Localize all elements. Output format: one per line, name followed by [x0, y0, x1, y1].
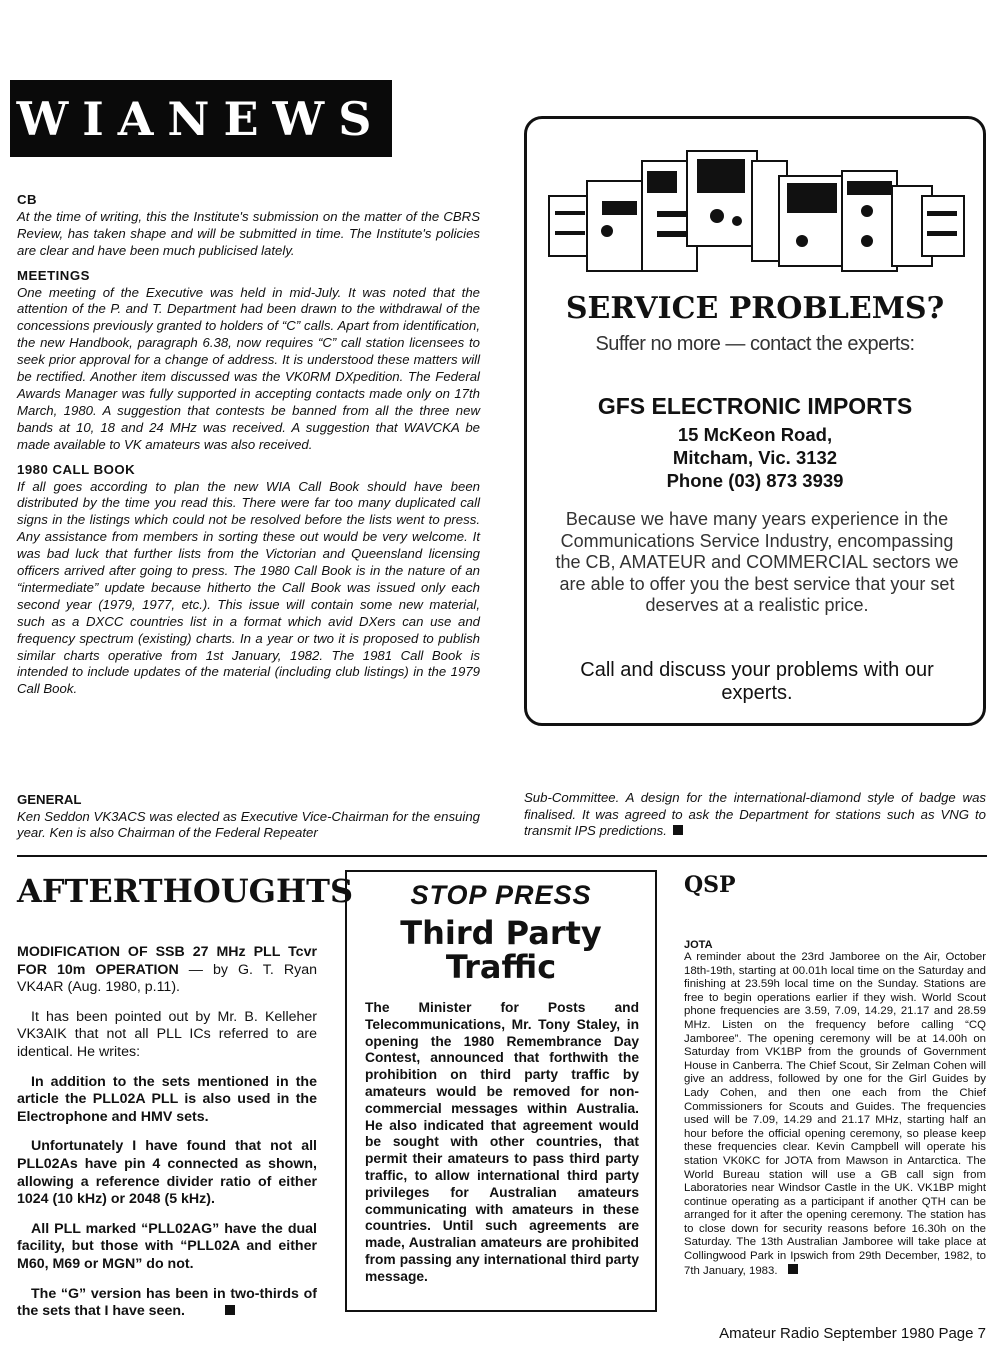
ad-subtitle: Suffer no more — contact the experts: — [595, 333, 915, 355]
general-heading: GENERAL — [17, 792, 82, 807]
general-continued-text: Sub-Committee. A design for the international-diamond style of badge was finalised. It was agreed to ask the Department for stations such as VNG to transmit IPS predictions. — [524, 790, 986, 838]
afterthoughts-body — [17, 944, 317, 1333]
cb-text: At the time of writing, this the Institute's submission on the matter of the CBRS Review, has taken shape and will be submitted in time. The Institute's policies are clear and have been much publicised lately. — [17, 208, 480, 258]
stop-press-text: The Minister for Posts and Telecommunications, Mr. Tony Staley, in opening the 1980 Remembrance Day Contest, announced that forthwith the prohibition on third party traffic by amateurs would be removed for non-commercial messages within Australia. He also indicated that agreement would be sought with other countries, that permit their amateurs to pass third party traffic, to allow international third party privileges for Australian amateurs communicating with amateurs in these countries. Until such agreements are made, Australian amateurs are prohibited from passing any international third party message. — [365, 1000, 639, 1284]
wianews-title: WIANEWS — [16, 91, 386, 146]
stop-press-headline-line2: Traffic — [445, 948, 557, 986]
page-footer: Amateur Radio September 1980 Page 7 — [719, 1325, 986, 1342]
jota-text-wrap — [684, 951, 986, 1278]
afterthoughts-para-4: The “G” version has been in two-thirds of the sets that I have seen. — [17, 1285, 317, 1320]
wianews-column — [17, 192, 480, 706]
general-section — [17, 792, 480, 842]
ad-address-line2: Mitcham, Vic. 3132 — [672, 447, 838, 468]
afterthoughts-para-3: All PLL marked “PLL02AG” have the dual facility, but those with “PLL02A and either M60, M69 or MGN” do not. — [17, 1220, 317, 1272]
end-mark-icon — [673, 825, 683, 835]
ad-address-line1: 15 McKeon Road, — [677, 424, 833, 445]
ad-body: Because we have many years experience in the Communications Service Industry, encompassing the CB, AMATEUR and COMMERCIAL sectors we are able to offer you the best service that your set deserves at a realistic price. — [555, 509, 959, 615]
cb-heading: CB — [17, 192, 38, 207]
stop-press-label: STOP PRESS — [410, 880, 592, 910]
end-mark-icon — [225, 1305, 235, 1315]
afterthoughts-intro: It has been pointed out by Mr. B. Kelleher VK3AIK that not all PLL ICs referred to are identical. He writes: — [17, 1008, 317, 1060]
section-divider — [17, 855, 987, 857]
qsp-title: QSP — [684, 872, 736, 898]
general-continued — [524, 790, 986, 840]
afterthoughts-byline: — by G. T. Ryan VK4AR (Aug. 1980, p.11). — [17, 961, 317, 996]
jota-text: A reminder about the 23rd Jamboree on the Air, October 18th-19th, starting at 00.01h local time on the Saturday and finishing at 23.59h local time on the Sunday. Stations are free to begin operations earlier if they wish. World Scout phone frequencies are 3.59, 7.09, 14.29, 21.17 and 28.59 MHz. Listen on the frequency before calling “CQ Jamboree”. The opening ceremony will be at 14.00h on Saturday from VK1BP from the grounds of Government House in Canberra. The Chief Scout, Sir Zelman Cohen will give an address, followed by one for the Girl Guides by Lady Cohen, and then one each from the Chief Commissioners for Scouts and Guides. The frequencies used will be 7.09, 14.29 and 21.17 MHz, starting half an hour before the official opening ceremony, so please keep these frequencies clear. Kevin Campbell will operate his station VK0KC for JOTA from Mawson in Antarctica. The World Bureau station will use a GB call sign from Laboratories near Windsor Castle in the UK. VK1BP might continue operating as a participant if another QTH can be arranged for it after the opening ceremony. The station has to close down for security reasons before 16.30h on the Saturday. The 13th Australian Jamboree will take place at Collingwood Park in Ipswich from 29th December, 1982, to 7th January, 1983. — [684, 951, 986, 1277]
stop-press-headline — [347, 916, 655, 984]
wianews-banner — [10, 80, 392, 157]
afterthoughts-para-1: In addition to the sets mentioned in the article the PLL02A PLL is also used in the Electrophone and HMV sets. — [17, 1073, 317, 1125]
meetings-text: One meeting of the Executive was held in mid-July. It was noted that the attention of the P. and T. Department had been drawn to the withdrawal of the concessions previously granted to holders of “C” calls. Apart from identification, the new Handbook, paragraph 6.38, now requires “C” call station licensees to seek prior approval for a change of address. It is understood these matters will be rectified. Another item discussed was the VK0RM DXpedition. The Federal Awards Manager was fully supported in accepting contacts made only on 17th March, 1980. A suggestion that contests be banned from all the three new bands at 10, 18 and 24 MHz was received. A suggestion that WAVCKA be made available to VK amateurs was also received. — [17, 284, 480, 452]
callbook-text: If all goes according to plan the new WIA Call Book should have been distributed by the time you read this. There were far too many duplicated call signs in the listings which could not be resolved before the lists went to press. Any assistance from members in sorting these out would be very welcome. It was bad luck that further lists from the Victorian and Queensland licensing officers arrived after going to press. The 1980 Call Book is in the nature of an “intermediate” update because hitherto the Call Book was issued only each second year (1979, 1977, etc.). This issue will contain some new material, such as a DXCC countries list in a format which avid DXers can use and frequency spectrum (existing) charts. In a year or two it is proposed to publish similar charts operative from 1st January, 1982. The 1981 Call Book is intended to include updates of the material (including club listings) in the 1979 Call Book. — [17, 478, 480, 697]
stop-press-box — [345, 870, 657, 1312]
ad-call: Call and discuss your problems with our experts. — [580, 659, 934, 704]
gfs-advertisement — [524, 116, 986, 726]
end-mark-icon — [788, 1264, 798, 1274]
afterthoughts-para-2: Unfortunately I have found that not all PLL02As have pin 4 connected as shown, allowing a reference divider ratio of either 1024 (10 kHz) or 2048 (5 kHz). — [17, 1138, 317, 1208]
ad-title: SERVICE PROBLEMS? — [565, 291, 945, 326]
ad-address — [527, 423, 983, 492]
afterthoughts-title: AFTERTHOUGHTS — [17, 872, 354, 910]
afterthoughts-heading: MODIFICATION OF SSB 27 MHz PLL Tcvr FOR 10m OPERATION — [17, 944, 317, 978]
ad-phone: Phone (03) 873 3939 — [666, 470, 844, 491]
test-equipment-illustration — [547, 141, 967, 286]
afterthoughts-heading-para — [17, 944, 317, 997]
jota-heading: JOTA — [684, 939, 713, 951]
general-text: Ken Seddon VK3ACS was elected as Executive Vice-Chairman for the ensuing year. Ken is also Chairman of the Federal Repeater — [17, 808, 480, 840]
afterthoughts-para-4-wrap — [17, 1286, 317, 1321]
ad-company: GFS ELECTRONIC IMPORTS — [597, 393, 913, 419]
callbook-heading: 1980 CALL BOOK — [17, 461, 136, 477]
stop-press-headline-line1: Third Party — [400, 914, 602, 952]
meetings-heading: MEETINGS — [17, 267, 90, 283]
